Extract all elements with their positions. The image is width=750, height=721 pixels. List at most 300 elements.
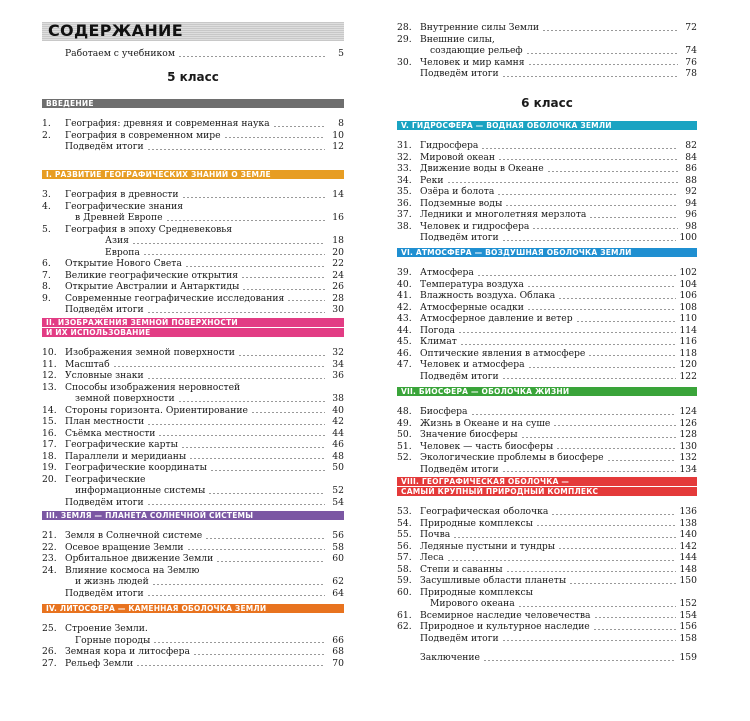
entry-page-number: 44 (332, 427, 344, 439)
toc-entry[interactable] (42, 530, 344, 542)
toc-entry[interactable] (42, 576, 344, 588)
entry-title: Азия (105, 235, 129, 246)
dot-leader (536, 525, 677, 526)
toc-entry[interactable] (397, 302, 697, 314)
entry-page-number: 124 (679, 406, 697, 417)
toc-entry[interactable] (397, 198, 697, 210)
dot-leader (287, 300, 325, 301)
entry-number: 9. (42, 292, 51, 304)
dot-leader (147, 312, 325, 313)
dot-leader (505, 205, 678, 206)
entry-number: 3. (42, 189, 51, 200)
entry-title: Погода (420, 324, 456, 336)
entry-page-number: 68 (332, 646, 344, 657)
toc-entry[interactable] (397, 232, 697, 244)
toc-entry[interactable] (397, 22, 697, 34)
dot-leader (518, 606, 677, 607)
dot-leader (178, 401, 325, 402)
dot-leader (558, 298, 676, 299)
entry-title: Европа (105, 246, 140, 258)
toc-entry[interactable] (397, 575, 697, 587)
entry-title: Движение воды в Океане (420, 163, 544, 174)
entry-number: 60. (397, 586, 412, 598)
section-entries (42, 623, 344, 669)
toc-entry[interactable] (397, 45, 697, 57)
entry-page-number: 126 (679, 417, 697, 429)
entry-number: 11. (42, 358, 57, 370)
dot-leader (182, 197, 325, 198)
entry-title: Природное и культурное наследие (420, 621, 590, 632)
entry-number: 20. (42, 473, 57, 485)
dot-leader (527, 286, 677, 287)
toc-entry[interactable] (42, 118, 344, 130)
entry-page-number: 122 (679, 370, 697, 382)
dot-leader (185, 266, 325, 267)
entry-title: Великие географические открытия (65, 269, 239, 281)
entry-page-number: 108 (679, 301, 697, 313)
entry-number: 7. (42, 269, 51, 281)
dot-leader (502, 76, 678, 77)
toc-entry[interactable] (42, 189, 344, 201)
dot-leader (216, 561, 325, 562)
entry-number: 54. (397, 517, 412, 529)
entry-title: Подведём итоги (420, 232, 499, 243)
entry-page-number: 46 (332, 439, 344, 450)
toc-entry[interactable] (42, 451, 344, 463)
dot-leader (113, 366, 325, 367)
entry-title: Подведём итоги (65, 587, 144, 599)
entry-page-number: 86 (685, 163, 697, 174)
section-heading-bar: VII. БИОСФЕРА — ОБОЛОЧКА ЖИЗНИ (397, 387, 697, 396)
toc-entry[interactable] (397, 348, 697, 360)
toc-entry[interactable] (42, 130, 344, 142)
dot-leader (132, 243, 325, 244)
entry-title: земной поверхности (75, 393, 175, 404)
entry-title: Подземные воды (420, 197, 503, 209)
dot-leader (178, 56, 325, 57)
entry-number: 14. (42, 404, 57, 416)
entry-number: 39. (397, 267, 412, 278)
toc-entry[interactable] (397, 633, 697, 645)
toc-entry[interactable] (42, 474, 344, 486)
toc-entry[interactable] (397, 452, 697, 464)
toc-entry[interactable] (42, 304, 344, 316)
entry-page-number: 130 (679, 440, 697, 452)
entry-page-number: 94 (685, 197, 697, 209)
toc-entry[interactable] (397, 610, 697, 622)
entry-number: 45. (397, 336, 412, 347)
entry-title: План местности (65, 416, 145, 427)
toc-entry[interactable] (397, 186, 697, 198)
entry-title: Внутренние силы Земли (420, 22, 540, 33)
dot-leader (593, 629, 677, 630)
entry-title: Подведём итоги (65, 141, 144, 152)
dot-leader (527, 309, 677, 310)
entry-page-number: 8 (338, 118, 344, 129)
entry-title: Географические карты (65, 439, 178, 450)
dot-leader (147, 424, 325, 425)
entry-page-number: 20 (332, 246, 344, 258)
entry-page-number: 96 (685, 209, 697, 220)
toc-entry[interactable] (397, 57, 697, 69)
entry-title: Географические знания (65, 200, 184, 212)
toc-entry[interactable] (42, 565, 344, 577)
entry-number: 57. (397, 552, 412, 563)
entry-title: Природные комплексы (420, 586, 533, 598)
toc-entry[interactable] (397, 406, 697, 418)
entry-page-number: 32 (332, 347, 344, 358)
section-entries (42, 118, 344, 153)
dot-leader (497, 194, 678, 195)
toc-entry[interactable] (42, 347, 344, 359)
toc-entry[interactable] (397, 175, 697, 187)
toc-entry[interactable] (42, 224, 344, 236)
grade-5-heading: 5 класс (167, 70, 219, 84)
toc-entry[interactable] (397, 552, 697, 564)
toc-entry[interactable] (397, 506, 697, 518)
entry-page-number: 52 (332, 485, 344, 496)
toc-entry[interactable] (42, 462, 344, 474)
entry-number: 50. (397, 429, 412, 440)
entry-title: создающие рельеф (430, 45, 523, 56)
entry-title: Параллели и меридианы (65, 450, 187, 462)
dot-leader (453, 537, 676, 538)
toc-entry[interactable] (397, 418, 697, 430)
toc-entry[interactable] (397, 34, 697, 46)
dot-leader (576, 321, 677, 322)
toc-entry[interactable] (397, 140, 697, 152)
entry-title: в Древней Европе (75, 212, 163, 223)
entry-number: 6. (42, 258, 51, 269)
toc-section (397, 477, 697, 644)
section-entries (42, 530, 344, 599)
dot-leader (528, 64, 678, 65)
entry-title: Человек и атмосфера (420, 359, 525, 370)
toc-entry[interactable] (42, 553, 344, 565)
entry-title: информационные системы (75, 485, 206, 496)
dot-leader (502, 471, 677, 472)
entry-title: Условные знаки (65, 370, 144, 381)
toc-entry[interactable] (397, 564, 697, 576)
toc-entry[interactable] (42, 247, 344, 259)
entry-number: 46. (397, 347, 412, 359)
entry-page-number: 26 (332, 281, 344, 292)
entry-page-number: 70 (332, 657, 344, 669)
entry-number: 21. (42, 530, 57, 541)
toc-entry[interactable] (397, 587, 697, 599)
dot-leader (588, 355, 676, 356)
entry-title: Природные комплексы (420, 517, 533, 529)
dot-leader (498, 159, 678, 160)
entry-page-number: 136 (679, 506, 697, 517)
toc-entry[interactable] (397, 441, 697, 453)
entry-page-number: 150 (679, 575, 697, 586)
entry-page-number: 54 (332, 496, 344, 508)
toc-entry[interactable] (42, 428, 344, 440)
entry-title: Заключение (420, 652, 480, 663)
entry-title: Подведём итоги (420, 463, 499, 475)
entry-title: География в древности (65, 189, 179, 200)
toc-entry[interactable] (42, 370, 344, 382)
toc-section (42, 99, 344, 153)
entry-title: Ледяные пустыни и тундры (420, 540, 556, 552)
section-heading-bar: И ИХ ИСПОЛЬЗОВАНИЕ (42, 328, 344, 337)
entry-title: Подведём итоги (65, 496, 144, 508)
entry-page-number: 159 (679, 652, 697, 663)
entry-page-number: 14 (332, 189, 344, 200)
dot-leader (153, 642, 325, 643)
dot-leader (189, 458, 325, 459)
entry-page-number: 100 (679, 232, 697, 243)
toc-entry[interactable] (397, 621, 697, 633)
entry-number: 58. (397, 563, 412, 575)
entry-title: Осевое вращение Земли (65, 541, 184, 553)
toc-section (42, 511, 344, 599)
entry-title: Климат (420, 336, 457, 347)
toc-section (397, 121, 697, 244)
entry-number: 59. (397, 575, 412, 586)
entry-title: Земля в Солнечной системе (65, 530, 203, 541)
entry-number: 33. (397, 163, 412, 174)
entry-page-number: 128 (679, 429, 697, 440)
toc-entry[interactable] (42, 416, 344, 428)
dot-leader (242, 289, 325, 290)
entry-number: 31. (397, 140, 412, 151)
toc-entry[interactable] (42, 212, 344, 224)
entry-page-number: 84 (685, 151, 697, 163)
entry-page-number: 138 (679, 517, 697, 529)
section-entries (397, 267, 697, 382)
dot-leader (208, 493, 325, 494)
toc-entry[interactable] (397, 290, 697, 302)
toc-entry[interactable] (42, 405, 344, 417)
toc-entry[interactable] (42, 235, 344, 247)
entry-title: Внешние силы, (420, 33, 495, 45)
entry-number: 38. (397, 220, 412, 232)
dot-leader (460, 344, 677, 345)
toc-entry[interactable] (42, 623, 344, 635)
toc-entry[interactable] (397, 598, 697, 610)
entry-page-number: 50 (332, 462, 344, 473)
dot-leader (210, 470, 325, 471)
toc-entry[interactable] (397, 359, 697, 371)
entry-page-number: 30 (332, 304, 344, 315)
entry-number: 10. (42, 347, 57, 358)
entry-title: Леса (420, 552, 444, 563)
left-column (42, 0, 344, 721)
entry-page-number: 104 (679, 278, 697, 290)
section-entries (397, 506, 697, 644)
toc-entry[interactable] (397, 464, 697, 476)
entry-title: Влажность воздуха. Облака (420, 290, 556, 301)
entry-page-number: 5 (338, 48, 344, 59)
entry-title: Ледники и многолетняя мерзлота (420, 209, 587, 220)
dot-leader (556, 448, 676, 449)
entry-page-number: 12 (332, 141, 344, 152)
contents-title-bar (42, 22, 344, 41)
entry-title: Жизнь в Океане и на суше (420, 417, 551, 429)
entry-number: 41. (397, 290, 412, 301)
entry-number: 51. (397, 440, 412, 452)
dot-leader (447, 560, 677, 561)
entry-number: 36. (397, 197, 412, 209)
toc-entry[interactable] (397, 541, 697, 553)
entry-page-number: 22 (332, 258, 344, 269)
entry-page-number: 142 (679, 540, 697, 552)
dot-leader (181, 447, 325, 448)
toc-entry[interactable] (42, 270, 344, 282)
dot-leader (569, 583, 676, 584)
entry-page-number: 10 (332, 129, 344, 141)
entry-page-number: 28 (332, 292, 344, 304)
toc-entry[interactable] (397, 371, 697, 383)
entry-title: Изображения земной поверхности (65, 347, 235, 358)
entry-page-number: 132 (679, 452, 697, 463)
section-entries (42, 189, 344, 316)
entry-page-number: 144 (679, 552, 697, 563)
entry-page-number: 98 (685, 220, 697, 232)
dot-leader (481, 148, 678, 149)
entry-title: Подведём итоги (65, 304, 144, 315)
toc-entry[interactable] (397, 267, 697, 279)
entry-title: Строение Земли. (65, 623, 148, 634)
section-heading-bar: II. ИЗОБРАЖЕНИЯ ЗЕМНОЙ ПОВЕРХНОСТИ (42, 318, 344, 327)
toc-entry[interactable] (397, 336, 697, 348)
toc-entry[interactable] (42, 497, 344, 509)
dot-leader (477, 275, 677, 276)
entry-title: Открытие Австралии и Антарктиды (65, 281, 240, 292)
entry-title: География в эпоху Средневековья (65, 223, 233, 235)
section-heading-bar: V. ГИДРОСФЕРА — ВОДНАЯ ОБОЛОЧКА ЗЕМЛИ (397, 121, 697, 130)
entry-title: Влияние космоса на Землю (65, 564, 200, 576)
entry-number: 29. (397, 33, 412, 45)
toc-entry[interactable] (42, 393, 344, 405)
dot-leader (147, 149, 325, 150)
toc-entry[interactable] (42, 281, 344, 293)
toc-entry[interactable] (397, 529, 697, 541)
section-entries (397, 406, 697, 475)
dot-leader (205, 538, 325, 539)
dot-leader (553, 425, 676, 426)
entry-title: Масштаб (65, 358, 110, 370)
dot-leader (147, 378, 325, 379)
entry-number: 47. (397, 359, 412, 370)
toc-entry[interactable] (397, 652, 697, 664)
toc-entry[interactable] (42, 48, 344, 60)
toc-entry[interactable] (42, 258, 344, 270)
section-heading-bar: III. ЗЕМЛЯ — ПЛАНЕТА СОЛНЕЧНОЙ СИСТЕМЫ (42, 511, 344, 520)
toc-entry[interactable] (42, 635, 344, 647)
toc-entry[interactable] (42, 588, 344, 600)
entry-title: Съёмка местности (65, 427, 156, 439)
toc-entry[interactable] (397, 279, 697, 291)
entry-number: 28. (397, 22, 412, 33)
toc-entry[interactable] (42, 542, 344, 554)
toc-entry[interactable] (397, 209, 697, 221)
entry-title: Значение биосферы (420, 429, 518, 440)
toc-entry[interactable] (397, 429, 697, 441)
entry-title: Стороны горизонта. Ориентирование (65, 404, 248, 416)
toc-entry[interactable] (42, 658, 344, 670)
entry-title: Горные породы (75, 634, 151, 646)
entry-page-number: 116 (679, 336, 697, 347)
entry-number: 8. (42, 281, 51, 292)
toc-entry[interactable] (42, 439, 344, 451)
entry-number: 5. (42, 223, 51, 235)
entry-title: Способы изображения неровностей (65, 381, 241, 393)
entry-page-number: 56 (332, 530, 344, 541)
dot-leader (273, 126, 325, 127)
entry-title: Атмосферное давление и ветер (420, 313, 573, 324)
dot-leader (483, 660, 676, 661)
entry-number: 15. (42, 416, 57, 427)
entry-number: 37. (397, 209, 412, 220)
toc-entry[interactable] (397, 68, 697, 80)
entry-number: 40. (397, 278, 412, 290)
entry-number: 19. (42, 462, 57, 473)
toc-entry[interactable] (42, 201, 344, 213)
toc-entry[interactable] (397, 221, 697, 233)
entry-page-number: 16 (332, 212, 344, 223)
toc-entry[interactable] (397, 518, 697, 530)
entry-number: 13. (42, 381, 57, 393)
toc-entry[interactable] (42, 141, 344, 153)
section-heading-bar: VI. АТМОСФЕРА — ВОЗДУШНАЯ ОБОЛОЧКА ЗЕМЛИ (397, 248, 697, 257)
dot-leader (187, 549, 325, 550)
toc-entry[interactable] (42, 382, 344, 394)
dot-leader (238, 355, 325, 356)
entry-page-number: 48 (332, 450, 344, 462)
entry-page-number: 64 (332, 587, 344, 599)
toc-entry[interactable] (42, 359, 344, 371)
entry-page-number: 58 (332, 541, 344, 553)
toc-entry[interactable] (397, 325, 697, 337)
entry-page-number: 74 (685, 45, 697, 56)
toc-entry[interactable] (42, 293, 344, 305)
dot-leader (521, 437, 677, 438)
entry-number: 48. (397, 406, 412, 417)
dot-leader (147, 595, 325, 596)
entry-page-number: 82 (685, 140, 697, 151)
entry-number: 42. (397, 301, 412, 313)
dot-leader (558, 548, 676, 549)
entry-number: 55. (397, 529, 412, 540)
entry-page-number: 66 (332, 634, 344, 646)
entry-page-number: 38 (332, 393, 344, 404)
toc-entry[interactable] (397, 163, 697, 175)
entry-page-number: 156 (679, 621, 697, 632)
entry-number: 44. (397, 324, 412, 336)
entry-number: 30. (397, 56, 412, 68)
section-entries (397, 140, 697, 244)
entry-title: Географические координаты (65, 462, 207, 473)
entry-title: Почва (420, 529, 451, 540)
toc-entry[interactable] (397, 313, 697, 325)
entry-page-number: 40 (332, 404, 344, 416)
entry-title: Работаем с учебником (65, 48, 175, 59)
dot-leader (458, 332, 676, 333)
dot-leader (502, 378, 677, 379)
toc-entry[interactable] (397, 152, 697, 164)
dot-leader (551, 514, 676, 515)
dot-leader (526, 53, 678, 54)
toc-entry[interactable] (42, 646, 344, 658)
dot-leader (166, 220, 325, 221)
entry-number: 27. (42, 657, 57, 669)
toc-entry[interactable] (42, 485, 344, 497)
entry-number: 12. (42, 370, 57, 381)
entry-number: 23. (42, 553, 57, 564)
